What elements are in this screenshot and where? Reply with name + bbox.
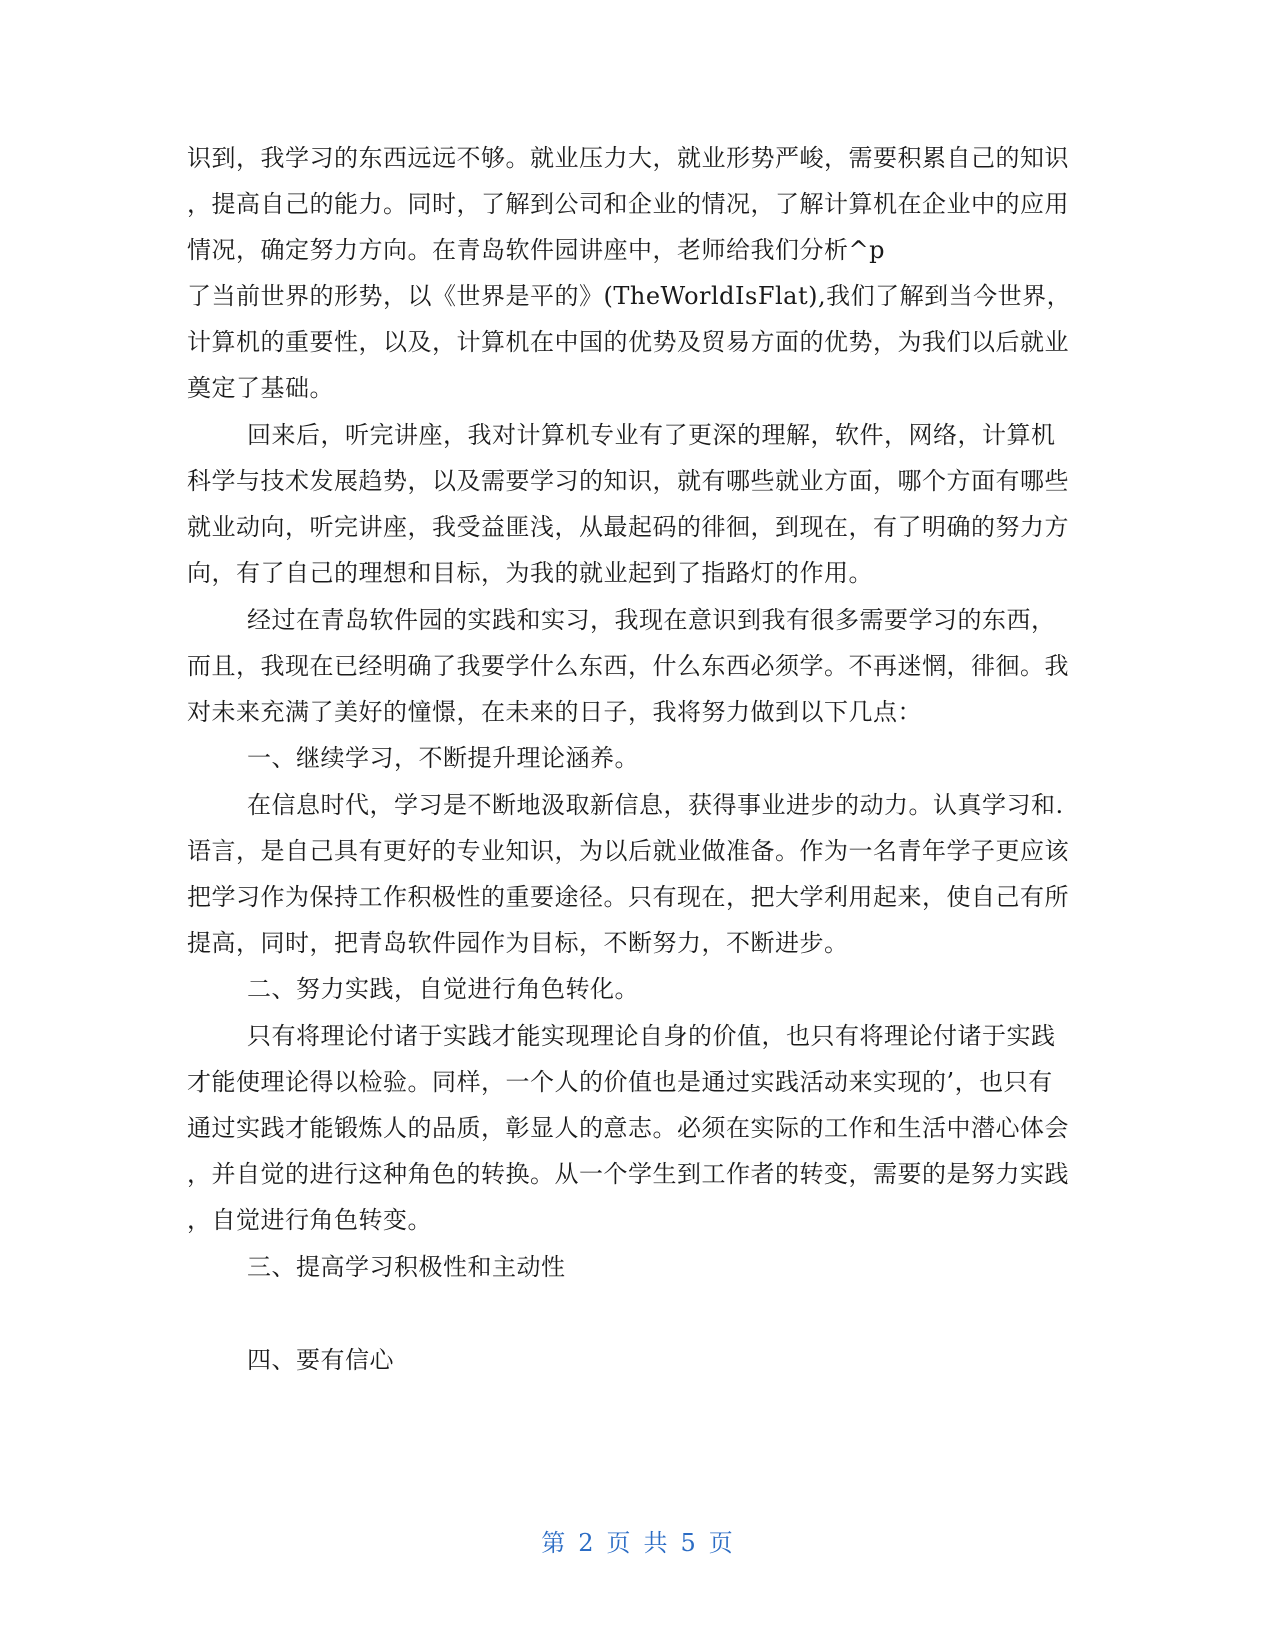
text-line: ，并自觉的进行这种角色的转换。从一个学生到工作者的转变，需要的是努力实践 [187,1160,1069,1188]
page-label-suffix: 页 [708,1529,734,1557]
text-line: ，提高自己的能力。同时，了解到公司和企业的情况，了解计算机在企业中的应用 [187,190,1069,218]
paragraph-first-line: 在信息时代，学习是不断地汲取新信息，获得事业进步的动力。认真学习和. [247,791,1064,819]
text-line: ，自觉进行角色转变。 [187,1206,432,1234]
text-line: 而且，我现在已经明确了我要学什么东西，什么东西必须学。不再迷惘，徘徊。我 [187,652,1069,680]
page-current: 2 [578,1529,595,1557]
paragraph-first-line: 回来后，听完讲座，我对计算机专业有了更深的理解，软件，网络，计算机 [247,421,1056,449]
text-line: 了当前世界的形势，以《世界是平的》(TheWorldIsFlat),我们了解到当今世界， [187,282,1072,310]
text-line: 就业动向，听完讲座，我受益匪浅，从最起码的徘徊，到现在，有了明确的努力方 [187,513,1069,541]
page-footer [0,1528,1275,1558]
text-line: 提高，同时，把青岛软件园作为目标，不断努力，不断进步。 [187,929,849,957]
text-line: 向，有了自己的理想和目标，为我的就业起到了指路灯的作用。 [187,559,873,587]
section-heading-4: 四、要有信心 [247,1346,394,1374]
text-line: 识到，我学习的东西远远不够。就业压力大，就业形势严峻，需要积累自己的知识 [187,144,1069,172]
text-line: 情况，确定努力方向。在青岛软件园讲座中，老师给我们分析^p [187,236,885,264]
page-label-mid2: 共 [643,1529,669,1557]
page-label-mid1: 页 [606,1529,632,1557]
section-heading-1: 一、继续学习，不断提升理论涵养。 [247,744,639,772]
page-label-prefix: 第 [541,1529,567,1557]
section-heading-3: 三、提高学习积极性和主动性 [247,1253,566,1281]
text-line: 才能使理论得以检验。同样，一个人的价值也是通过实践活动来实现的’，也只有 [187,1068,1053,1096]
text-line: 科学与技术发展趋势，以及需要学习的知识，就有哪些就业方面，哪个方面有哪些 [187,467,1069,495]
text-line: 通过实践才能锻炼人的品质，彰显人的意志。必须在实际的工作和生活中潜心体会 [187,1114,1069,1142]
paragraph-first-line: 只有将理论付诸于实践才能实现理论自身的价值，也只有将理论付诸于实践 [247,1022,1056,1050]
text-line: 计算机的重要性，以及，计算机在中国的优势及贸易方面的优势，为我们以后就业 [187,328,1069,356]
paragraph-first-line: 经过在青岛软件园的实践和实习，我现在意识到我有很多需要学习的东西， [247,606,1056,634]
text-line: 奠定了基础。 [187,374,334,402]
text-line: 对未来充满了美好的憧憬，在未来的日子，我将努力做到以下几点： [187,698,922,726]
page-total: 5 [680,1529,697,1557]
section-heading-2: 二、努力实践，自觉进行角色转化。 [247,975,639,1003]
text-line: 把学习作为保持工作积极性的重要途径。只有现在，把大学利用起来，使自己有所 [187,883,1069,911]
text-line: 语言，是自己具有更好的专业知识，为以后就业做准备。作为一名青年学子更应该 [187,837,1069,865]
